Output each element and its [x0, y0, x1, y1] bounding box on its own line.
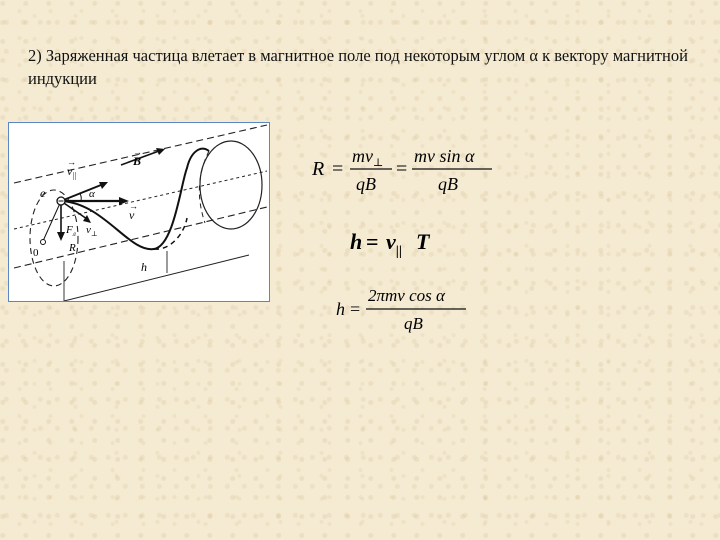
- radius-formula: [308, 142, 498, 200]
- pitch-formula-lhs: h: [336, 299, 345, 319]
- end-orbit-hidden-arc: [199, 151, 209, 223]
- label-o: 0: [33, 247, 39, 259]
- radius-formula-eq2: =: [396, 158, 408, 180]
- pitch-formula: [334, 283, 474, 339]
- radius-formula-frac2-den: qB: [438, 174, 458, 194]
- label-r: R: [69, 242, 76, 254]
- radius-formula-frac1-den: qB: [356, 174, 376, 194]
- radius-formula-lhs: R: [312, 158, 325, 180]
- arrow-over-v-parallel: →: [67, 157, 76, 167]
- label-v: v: [129, 208, 135, 222]
- radius-formula-frac1-num: $mv_\perp$: [352, 146, 384, 169]
- start-orbit-ellipse: [30, 190, 78, 286]
- orbit-center-point: [41, 240, 46, 245]
- label-v-perp: $v_\perp$: [86, 224, 98, 238]
- radius-formula-eq1: =: [332, 158, 344, 180]
- pitch-period-eq: =: [366, 229, 379, 254]
- pitch-period-formula: [348, 225, 443, 265]
- pitch-period-lhs: h: [350, 229, 363, 254]
- label-b: B: [133, 154, 142, 168]
- radius-line: [43, 201, 61, 241]
- velocity-arrowhead: [119, 197, 129, 205]
- label-e: e: [40, 186, 46, 200]
- label-alpha: α: [89, 188, 95, 200]
- arrow-over-v: →: [129, 201, 138, 211]
- label-v-parallel: $v_{||}$: [67, 164, 77, 180]
- arrow-over-b: →: [133, 147, 142, 157]
- cylinder-bottom-line: [14, 207, 267, 268]
- pitch-formula-den: qB: [404, 314, 423, 333]
- pitch-formula-num: 2πmv cos α: [368, 286, 445, 305]
- slide-text: 2) Заряженная частица влетает в магнитное поле под некоторым углом α к вектору магнитной индукции: [28, 46, 688, 88]
- lorentz-force-arrowhead: [57, 232, 65, 241]
- pitch-period-t: T: [416, 229, 430, 254]
- helix-diagram: [8, 122, 270, 302]
- pitch-formula-eq: =: [350, 299, 361, 319]
- label-h: h: [141, 260, 147, 274]
- label-f-lorentz: $F_л$: [66, 224, 76, 238]
- pitch-period-rhs: $v_{||}$: [386, 229, 402, 259]
- radius-formula-frac2-num: mv sin α: [414, 146, 475, 166]
- h-dimension-line: [64, 255, 249, 301]
